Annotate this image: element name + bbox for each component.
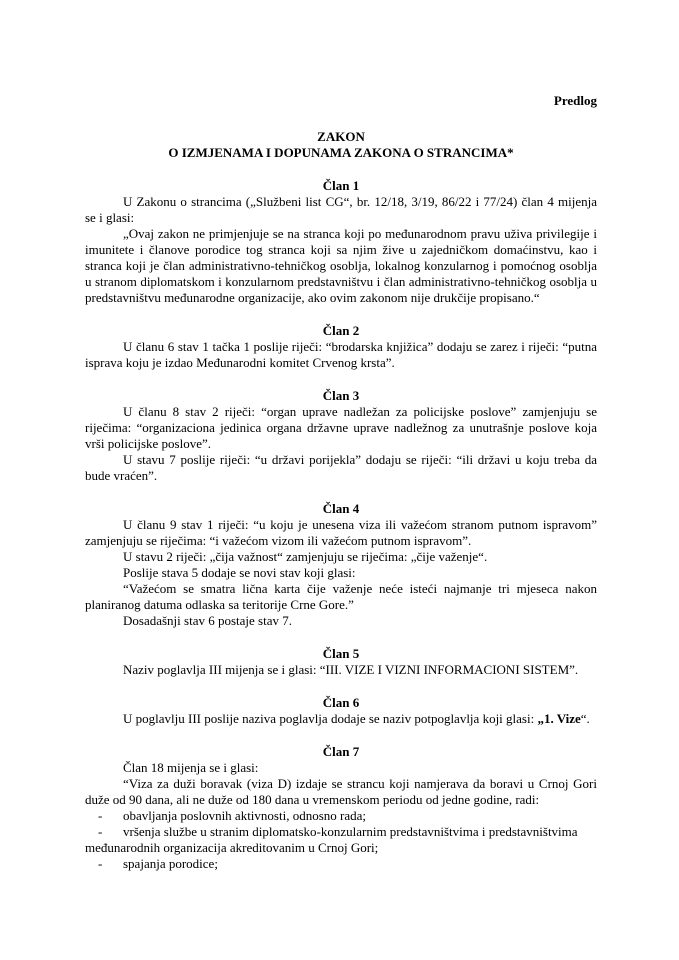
text-run: U stavu 2 riječi: „čija važnost“ zamjenjuju se riječima: „čije važenje“. <box>123 549 488 564</box>
article-heading: Član 1 <box>322 178 360 193</box>
dash-bullet: - <box>98 808 103 823</box>
paragraph <box>85 662 597 678</box>
document-title <box>85 129 597 161</box>
dash-bullet: - <box>98 824 103 839</box>
article-heading: Član 6 <box>322 695 360 710</box>
title-line-2: O IZMJENAMA I DOPUNAMA ZAKONA O STRANCIMA* <box>168 145 514 160</box>
paragraph <box>85 549 597 565</box>
list-item <box>85 824 597 840</box>
paragraph <box>85 711 597 727</box>
text-run: U Zakonu o strancima („Službeni list CG“, br. 12/18, 3/19, 86/22 i 77/24) član 4 mijenja se i glasi: <box>85 194 597 225</box>
paragraph <box>85 226 597 306</box>
document-label: Predlog <box>553 93 597 108</box>
article-heading: Član 5 <box>322 646 360 661</box>
paragraph <box>85 404 597 452</box>
article-heading: Član 7 <box>322 744 360 759</box>
list-item <box>85 856 597 872</box>
text-run: obavljanja poslovnih aktivnosti, odnosno rada; <box>123 808 366 823</box>
paragraph <box>85 339 597 371</box>
text-run: “. <box>580 711 590 726</box>
paragraph <box>85 452 597 484</box>
paragraph <box>85 613 597 629</box>
article-heading: Član 3 <box>322 388 360 403</box>
text-run: Poslije stava 5 dodaje se novi stav koji glasi: <box>123 565 356 580</box>
text-run: U stavu 7 poslije riječi: “u državi porijekla” dodaju se riječi: “ili državi u koju treba da bude vraćen”. <box>85 452 597 483</box>
paragraph <box>85 840 597 856</box>
text-run: vršenja službe u stranim diplomatsko-konzularnim predstavništvima i predstavništvima <box>123 824 578 839</box>
article-heading: Član 4 <box>322 501 360 516</box>
text-run: U poglavlju III poslije naziva poglavlja dodaje se naziv potpoglavlja koji glasi: <box>123 711 538 726</box>
paragraph <box>85 194 597 226</box>
title-line-1: ZAKON <box>317 129 365 144</box>
dash-bullet: - <box>98 856 103 871</box>
paragraph <box>85 565 597 581</box>
paragraph <box>85 776 597 808</box>
articles-container <box>85 178 597 872</box>
paragraph <box>85 760 597 776</box>
text-run: „Ovaj zakon ne primjenjuje se na stranca koji po međunarodnom pravu uživa privilegije i imunitete i članove porodice tog stranca koji sa njim žive u zajedničkom domaćinstvu, kao i stranca koji je član administrativno-tehničkog osoblja, lokalnog konzularnog i pomoćnog osoblja u stranom diplomatskom i konzularnom predstavništvu i član administrativno-tehničkog osoblja u predstavništvu međunarodne organizacije, ako ovim zakonom nije drukčije propisano.“ <box>85 226 597 305</box>
text-run-bold: „1. Vize <box>537 711 581 726</box>
paragraph <box>85 517 597 549</box>
text-run: U članu 9 stav 1 riječi: “u koju je unesena viza ili važećom stranom putnom ispravom” zamjenjuju se riječima: “i važećom vizom ili važećom putnom ispravom”. <box>85 517 597 548</box>
text-run: Član 18 mijenja se i glasi: <box>123 760 259 775</box>
text-run: U članu 6 stav 1 tačka 1 poslije riječi: “brodarska knjižica” dodaju se zarez i riječi: “putna isprava koju je izdao Međunarodni komitet Crvenog krsta”. <box>85 339 597 370</box>
text-run: Naziv poglavlja III mijenja se i glasi: “III. VIZE I VIZNI INFORMACIONI SISTEM”. <box>123 662 579 677</box>
article-heading: Član 2 <box>322 323 360 338</box>
text-run: međunarodnih organizacija akreditovanim u Crnoj Gori; <box>85 840 379 855</box>
text-run: Dosadašnji stav 6 postaje stav 7. <box>123 613 292 628</box>
text-run: spajanja porodice; <box>123 856 218 871</box>
paragraph <box>85 581 597 613</box>
text-run: U članu 8 stav 2 riječi: “organ uprave nadležan za policijske poslove” zamjenjuju se riječima: “organizaciona jedinica organa državne uprave nadležnog za unutrašnje poslove koja vrši policijske poslove”. <box>85 404 597 451</box>
text-run: “Viza za duži boravak (viza D) izdaje se strancu koji namjerava da boravi u Crnoj Gori duže od 90 dana, ali ne duže od 180 dana u vremenskom periodu od jedne godine, radi: <box>85 776 597 807</box>
list-item <box>85 808 597 824</box>
text-run: “Važećom se smatra lična karta čije važenje neće isteći najmanje tri mjeseca nakon planiranog datuma odlaska sa teritorije Crne Gore.” <box>85 581 597 612</box>
